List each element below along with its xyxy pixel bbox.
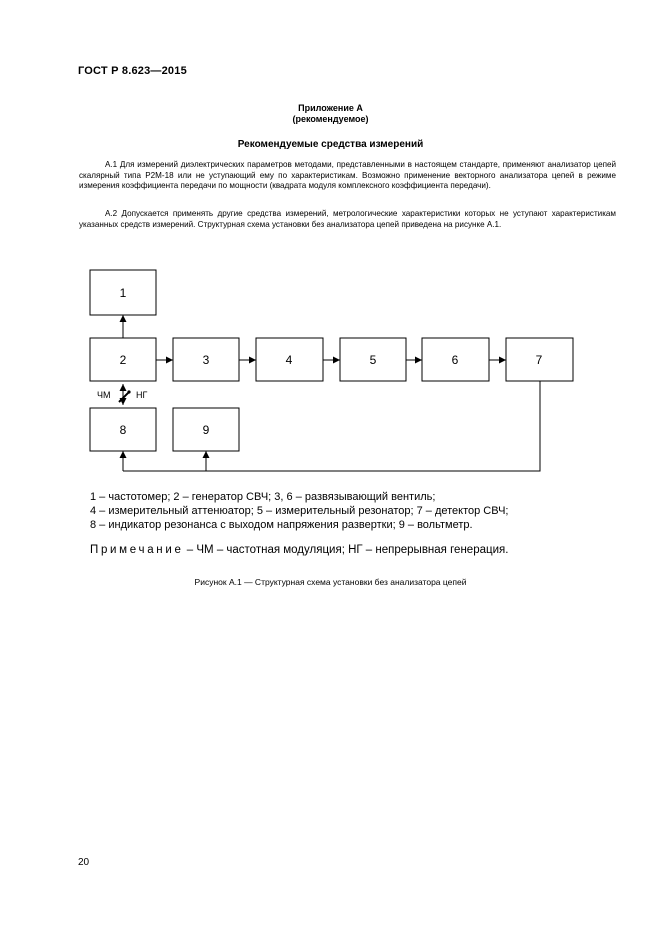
note-text: ЧМ – частотная модуляция; НГ – непрерывная генерация. [196, 544, 509, 556]
legend-line-3: 8 – индикатор резонанса с выходом напряжения развертки; 9 – вольтметр. [90, 519, 473, 531]
block-4-label: 4 [285, 353, 293, 367]
paragraph-a2-text: А.2 Допускается применять другие средства измерений, метрологические характеристики которых не уступают характеристикам указанных средств измерений. Структурная схема установки без анализатора цепей приведена на рисунке А.1. [79, 209, 616, 229]
block-9 [173, 408, 239, 451]
block-1-label: 1 [119, 286, 127, 300]
document-code: ГОСТ Р 8.623—2015 [78, 65, 187, 77]
block-5-label: 5 [369, 353, 377, 367]
appendix-subtitle: (рекомендуемое) [292, 114, 369, 124]
block-3-label: 3 [202, 353, 210, 367]
block-6 [422, 338, 489, 381]
block-8 [90, 408, 156, 451]
figure-caption: Рисунок А.1 — Структурная схема установки без анализатора цепей [194, 577, 467, 587]
switch-label-cw: НГ [136, 390, 148, 400]
block-2-label: 2 [119, 353, 127, 367]
block-6-label: 6 [451, 353, 459, 367]
legend-line-1: 1 – частотомер; 2 – генератор СВЧ; 3, 6 – развязывающий вентиль; [90, 491, 436, 503]
block-8-label: 8 [119, 423, 127, 437]
block-3 [173, 338, 239, 381]
appendix-title: Приложение А [298, 103, 363, 113]
block-2 [90, 338, 156, 381]
switch-label-fm: ЧМ [97, 390, 111, 400]
block-7 [506, 338, 573, 381]
legend-line-2: 4 – измерительный аттенюатор; 5 – измерительный резонатор; 7 – детектор СВЧ; [90, 505, 509, 517]
section-title: Рекомендуемые средства измерений [237, 139, 424, 150]
block-5 [340, 338, 406, 381]
note-label: Примечание [90, 544, 184, 556]
block-4 [256, 338, 323, 381]
note [90, 544, 508, 556]
block-7-label: 7 [535, 353, 543, 367]
page-number: 20 [78, 857, 90, 868]
paragraph-a1-text: А.1 Для измерений диэлектрических параметров методами, представленными в настоящем стандарте, применяют анализатор цепей скалярный типа Р2М-18 или не уступающий ему по характеристикам. Возможно применение векторного анализатора цепей в режиме измерения коэффициента передачи по мощности (квадрата модуля комплексного коэффициента передачи). [79, 160, 616, 191]
note-dash: – [183, 544, 197, 556]
block-1 [90, 270, 156, 315]
switch-icon [119, 390, 131, 402]
block-9-label: 9 [202, 423, 210, 437]
